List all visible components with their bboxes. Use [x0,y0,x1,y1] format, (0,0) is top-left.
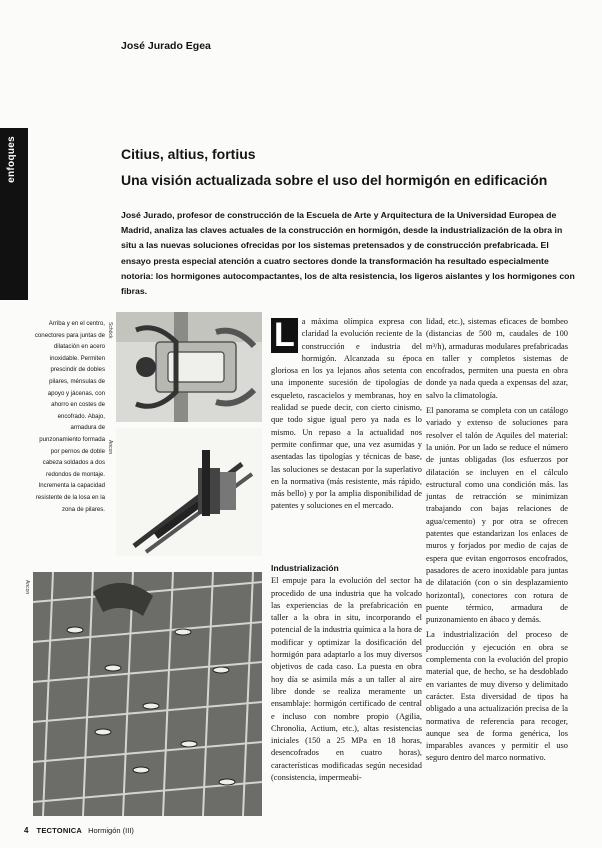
dowel-photo [116,428,262,556]
section-label: enfoques [6,136,17,183]
body-column-mid-bottom [271,562,422,787]
page-footer [24,826,134,835]
body-paragraph-1: L a máxima olímpica expresa con claridad la evolución reciente de la construcción e industria del hormigón. Alcanzada su época gloriosa en los ya lejanos años setenta con una imponente sucesión de tipologías de esqueleto, rascacielos y membranas, hoy en realidad se puede decir, con cierto cinismo, que todo sigue igual pero ya nada es lo mismo. Un repaso a la actualidad nos permite confirmar que, una vez asumidas y asentadas las tipologías y técnicas de base, las soluciones se destacan por la superlativo en la normativa (más resistente, más rápido, más bello) y por la amplia disponibilidad de patentes y soluciones en el mercado. [271,316,422,511]
figure-caption: Arriba y en el centro, conectores para juntas de dilatación en acero inoxidable. Permiten prescindir de dobles pilares, ménsulas de apoyo y jácenas, con ahorro en costes de encofrado. Abajo, armadura de punzonamiento formada por pernos de doble cabeza soldados a dos redondos de montaje. Incrementa la capacidad resistente de la losa en la zona de pilares. [34,320,105,513]
magazine-name: TECTONICA [36,826,82,835]
photo-credit-mid: Ancon [107,440,113,455]
body-column-right [426,316,568,768]
author-name: José Jurado Egea [121,40,211,52]
body-paragraph-3: lidad, etc.), sistemas eficaces de bombeo (distancias de 500 m, caudales de 100 m³/h), armaduras modulares prefabricadas en taller y completos sistemas de encofrados, permiten una puesta en obra donde ya nada queda a expensas del azar, salvo la climatología. [426,317,568,400]
photo-credit-bottom: Ancon [24,580,30,595]
page-number: 4 [24,826,29,835]
drop-cap: L [271,318,298,353]
body-paragraph-4: El panorama se completa con un catálogo variado y extenso de soluciones para resolver el talón de Aquiles del material: la unión. Por un lado se reduce el número de juntas obligadas (los esfuerzos por dilatación se incluyen en el cálculo estructural como una condición más. las juntas de retracción se minimizan trabajando con bajas relaciones de agua/cemento) y por otra se ofrecen patentes que estandarizan los enlaces de muros y forjados por medio de cajas de espera que evitan engorrosos encofrados, pasadores de acero inoxidable para juntas de dilatación (con o sin desplazamiento horizontal), conectores con rotura de puente térmico, armadura de punzonamiento en ábaco y demás. [426,406,568,625]
body-paragraph-5: La industrialización del proceso de producción y ejecución en obra se complementa con la evolución del propio material que, de hecho, se ha desdoblado en variantes de muy diverso y delimitado carácter. Esta diversidad de tipos ha obligado a una actualización precisa de la normativa de referencia para recoger, aunque sea de forma genérica, los imparables avances y permitir el uso seguro dentro del marco normativo. [426,630,568,763]
section-heading: Industrialización [271,563,339,573]
connector-photo [116,312,262,422]
reinforcement-photo [33,572,262,816]
article-subtitle: Una visión actualizada sobre el uso del hormigón en edificación [121,172,548,188]
photo-credit-top: Schöck [107,322,113,339]
body-column-mid-top [271,316,422,516]
article-title: Citius, altius, fortius [121,146,256,162]
lead-paragraph: José Jurado, profesor de construcción de la Escuela de Arte y Arquitectura de la Universidad Europea de Madrid, analiza las claves actuales de la construcción en hormigón, desde la industrialización de la obra in situ a las nuevas soluciones ofrecidas por los sistemas pretensados y de construcción prefabricada. El ensayo presta especial atención a cuatro sectores donde la transformación ha resultado especialmente notoria: los hormigones autocompactantes, los de alta resistencia, los ligeros aislantes y los hormigones con fibras. [121,210,575,297]
section-tab [0,128,28,300]
issue-name: Hormigón (III) [88,826,134,835]
body-paragraph-2: El empuje para la evolución del sector ha procedido de una industria que ha volcado las experiencias de la prefabricación en taller a la obra in situ, incorporando el potencial de la industria química a la hora de modificar y optimizar la dosificación del hormigón para adaptarlo a los muy diversos objetivos de cada caso. La puesta en obra hoy día se asimila más a un taller al aire libre donde se realiza meramente un ensamblaje: hormigón certificado de central e incluso con nombre propio (Agilia, Chronolia, Actium, etc.), altas resistencias iniciales (150 a 25 MPa en 18 horas, desencofrados en cuatro horas), características modificadas según necesidad (consistencia, impermeabi- [271,576,422,783]
